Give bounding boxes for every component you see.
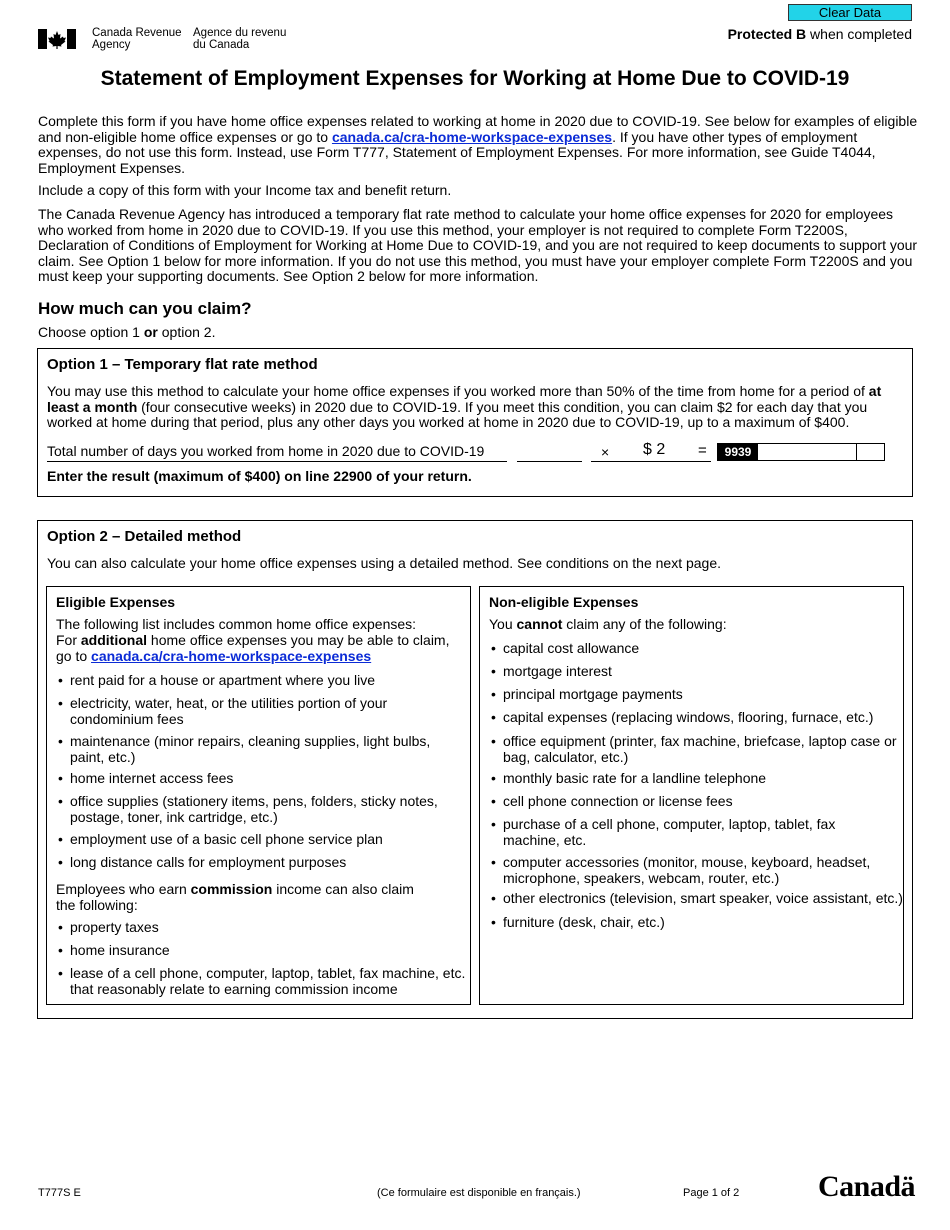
list-item: • purchase of a cell phone, computer, laptop, tablet, fax machine, etc.	[489, 817, 873, 848]
list-item: • mortgage interest	[489, 664, 908, 680]
option2-title: Option 2 – Detailed method	[47, 528, 242, 545]
include-copy-note: Include a copy of this form with your Income tax and benefit return.	[38, 182, 452, 198]
option2-description: You can also calculate your home office expenses using a detailed method. See conditions on the next page.	[47, 555, 722, 571]
list-item: • electricity, water, heat, or the utilities portion of your condominium fees	[56, 696, 440, 727]
rate-amount: $ 2	[643, 441, 666, 458]
equals-symbol: =	[698, 442, 707, 459]
page-title: Statement of Employment Expenses for Working at Home Due to COVID-19	[100, 67, 850, 90]
agency-name-fr: Agence du revenu du Canada	[193, 27, 287, 51]
clear-data-button[interactable]: Clear Data	[788, 4, 912, 21]
list-item: • property taxes	[56, 920, 470, 936]
list-item: • home insurance	[56, 943, 470, 959]
list-item: • maintenance (minor repairs, cleaning supplies, light bulbs, paint, etc.)	[56, 734, 460, 765]
option1-instruction: Enter the result (maximum of $400) on line 22900 of your return.	[47, 468, 472, 484]
eligible-intro: The following list includes common home office expenses: For additional home office expenses you may be able to claim, go to canada.ca/cra-home-workspace-expenses	[56, 616, 450, 664]
eligible-heading: Eligible Expenses	[56, 594, 176, 610]
eligible-expenses-link[interactable]: canada.ca/cra-home-workspace-expenses	[91, 648, 372, 664]
list-item: • lease of a cell phone, computer, laptop, tablet, fax machine, etc. that reasonably relate to earning commission income	[56, 966, 470, 997]
non-eligible-intro: You cannot claim any of the following:	[489, 616, 727, 632]
option1-title: Option 1 – Temporary flat rate method	[47, 356, 318, 373]
list-item: • office supplies (stationery items, pens, folders, sticky notes, postage, toner, ink cartridge, etc.)	[56, 794, 470, 825]
list-item: • capital cost allowance	[489, 641, 908, 657]
intro-paragraph: Complete this form if you have home office expenses related to working at home in 2020 due to COVID-19. See below for examples of eligible and non-eligible home office expenses or go to canada.ca/cra-home-workspace-expenses. If you have other types of employment expenses, do not use this form. Instead, use Form T777, Statement of Employment Expenses. For more information, see Guide T4044, Employment Expenses.	[38, 113, 918, 176]
list-item: • cell phone connection or license fees	[489, 794, 908, 810]
list-item: • principal mortgage payments	[489, 687, 908, 703]
protected-qualifier: when completed	[806, 26, 912, 42]
rate-rule	[591, 461, 711, 462]
option1-description: You may use this method to calculate your home office expenses if you worked more than 50% of the time from home for a period of at least a month (four consecutive weeks) in 2020 due to COVID-19. If you meet this condition, you can claim $2 for each day that you worked at home during that period, plus any other days you worked at home in 2020 due to COVID-19, up to a maximum of $400.	[47, 383, 882, 430]
french-availability-note: (Ce formulaire est disponible en français.)	[377, 1187, 581, 1199]
days-input[interactable]	[517, 443, 582, 462]
home-workspace-link[interactable]: canada.ca/cra-home-workspace-expenses	[331, 128, 613, 145]
canada-flag-icon	[38, 29, 76, 49]
list-item: • monthly basic rate for a landline telephone	[489, 771, 908, 787]
list-item: • home internet access fees	[56, 771, 470, 787]
list-item: • office equipment (printer, fax machine, briefcase, laptop case or bag, calculator, etc.)	[489, 734, 898, 765]
form-code: T777S E	[38, 1187, 81, 1199]
line-code-badge: 9939	[718, 444, 758, 460]
list-item: • other electronics (television, smart speaker, voice assistant, etc.)	[489, 891, 913, 907]
non-eligible-heading: Non-eligible Expenses	[489, 594, 639, 610]
commission-intro: Employees who earn commission income can also claim the following:	[56, 881, 414, 913]
list-item: • capital expenses (replacing windows, flooring, furnace, etc.)	[489, 710, 908, 726]
flat-rate-intro: The Canada Revenue Agency has introduced a temporary flat rate method to calculate your home office expenses for 2020 for employees who worked from home in 2020 due to COVID-19. If you use this method, your employer is not required to complete Form T2200S, Declaration of Conditions of Employment for Working at Home Due to COVID-19, and you are not required to keep documents to support your claim. See Option 1 below for more information. If you do not use this method, you must have your employer complete Form T2200S and you must keep your supporting documents. See Option 2 below for more information.	[38, 206, 918, 284]
list-item: • employment use of a basic cell phone service plan	[56, 832, 470, 848]
times-symbol: ×	[601, 444, 610, 460]
agency-name-en: Canada Revenue Agency	[92, 27, 182, 51]
days-label-rule	[47, 461, 507, 462]
days-label: Total number of days you worked from home in 2020 due to COVID-19	[47, 443, 485, 459]
choose-option-text: Choose option 1 or option 2.	[38, 324, 216, 340]
protected-status	[728, 26, 912, 42]
list-item: • rent paid for a house or apartment where you live	[56, 673, 470, 689]
cents-divider	[856, 443, 857, 461]
section-heading: How much can you claim?	[38, 299, 252, 318]
list-item: • furniture (desk, chair, etc.)	[489, 915, 908, 931]
page-number: Page 1 of 2	[683, 1187, 740, 1199]
list-item: • computer accessories (monitor, mouse, keyboard, headset, microphone, speakers, webcam, router, etc.)	[489, 855, 898, 886]
protected-level: Protected B	[727, 26, 807, 42]
list-item: • long distance calls for employment purposes	[56, 855, 470, 871]
canada-wordmark-logo: Canadä	[818, 1170, 916, 1203]
